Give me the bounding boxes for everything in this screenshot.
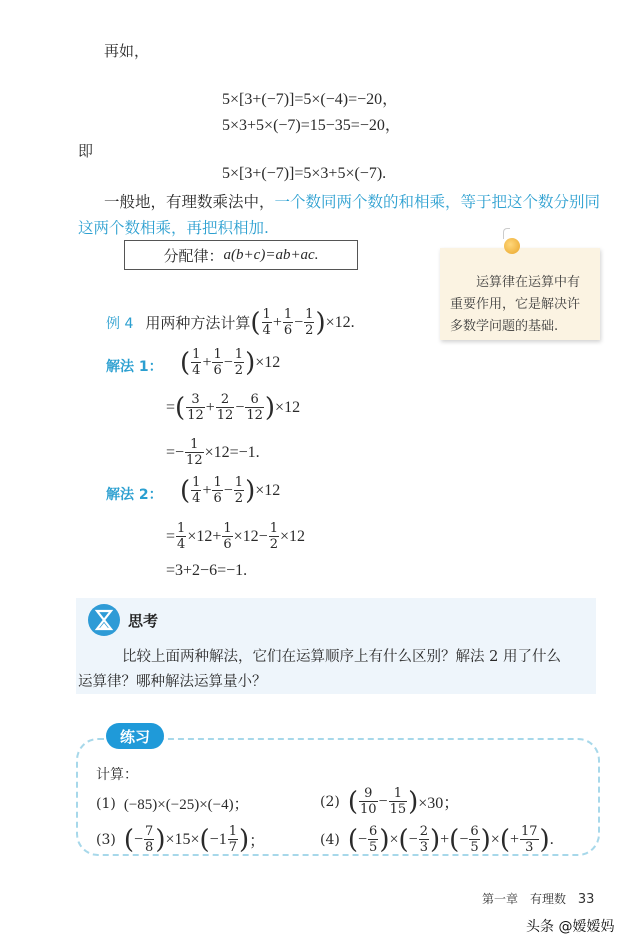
practice-item-3: (3) ( − $\frac{7}{8}$ ) ×15× ( −1 $\frac{1}{7}$ ) ；: [96, 824, 266, 855]
practice-tab: 练习: [106, 723, 164, 749]
think-line-2: 运算律？哪种解法运算量小？: [78, 674, 267, 690]
paren-close: ): [315, 307, 326, 338]
watermark: 头条 @嫒嫒妈: [526, 919, 615, 935]
note-line-1: 运算律在运算中有: [476, 275, 581, 290]
paragraph-highlight-2: 这两个数相乘，再把积相加.: [78, 219, 269, 237]
equation-1: 5×[3+(−7)]=5×(−4)=−20，: [222, 91, 399, 108]
equation-2: 5×3+5×(−7)=15−35=−20，: [222, 117, 401, 134]
solution-2-line-2: = $\frac{1}{4}$ ×12+ $\frac{1}{6}$ ×12− $\frac{1}{2}$ ×12: [166, 521, 305, 552]
practice-item-4: (4) ( − $\frac{6}{5}$ ) × ( − $\frac{2}{3}$ ) + ( − $\frac{6}{5}$ ) × ( + $\frac{17}{3}$ ) .: [320, 824, 554, 855]
footer-chapter: [482, 890, 594, 907]
solution-1-line-3: =− $\frac{1}{12}$ ×12=−1.: [166, 437, 260, 468]
note-line-2: 重要作用，它是解决许: [450, 297, 581, 312]
ji-label: 即: [78, 142, 94, 160]
equation-3: 5×[3+(−7)]=5×3+5×(−7).: [222, 165, 387, 182]
practice-item-2: (2) ( $\frac{9}{10}$ − $\frac{1}{15}$ ) ×30；: [320, 786, 460, 817]
practice-item-1: (1) (−85)×(−25)×(−4)；: [96, 795, 249, 813]
paragraph-highlight-1: 一个数同两个数的和相乘，等于把这个数分别同: [274, 193, 601, 211]
solution-1-line-2: = ( $\frac{3}{12}$ + $\frac{2}{12}$ − $\frac{6}{12}$ ) ×12: [166, 392, 301, 423]
solution-2-line-1: ( $\frac{1}{4}$ + $\frac{1}{6}$ − $\frac{1}{2}$ ) ×12: [180, 475, 281, 506]
pushpin-icon: [504, 238, 520, 254]
paragraph-prefix: 一般地，有理数乘法中，: [104, 193, 275, 211]
practice-intro: 计算：: [96, 767, 138, 783]
distributive-paragraph-line1: [104, 190, 600, 212]
example-4: 例 4 用两种方法计算 ( $\frac{1}{4}$ + $\frac{1}{6}$ − $\frac{1}{2}$ ) ×12.: [106, 307, 355, 338]
example-label: 例 4: [106, 315, 134, 332]
paren-open: (: [250, 307, 261, 338]
page-number: 33: [577, 892, 595, 907]
side-note: [440, 248, 600, 340]
law-label: 分配律：: [163, 246, 224, 265]
hourglass-icon: [88, 604, 120, 636]
think-title: 思考: [128, 612, 159, 630]
distributive-law-box: [124, 240, 358, 270]
solution-2-line-3: =3+2−6=−1.: [166, 562, 248, 579]
example-tail: ×12.: [325, 313, 355, 331]
fraction: $\frac{1}{4}$: [262, 307, 271, 338]
solution-2-label: 解法 2：: [106, 487, 163, 503]
solution-1-label: 解法 1：: [106, 359, 163, 375]
example-text: 用两种方法计算: [145, 314, 251, 332]
intro-label: 再如，: [104, 42, 150, 60]
solution-1-line-1: ( $\frac{1}{4}$ + $\frac{1}{6}$ − $\frac{1}{2}$ ) ×12: [180, 347, 281, 378]
fraction: $\frac{1}{6}$: [283, 307, 293, 338]
note-line-3: 多数学问题的基础.: [450, 319, 559, 334]
fraction: $\frac{1}{2}$: [305, 307, 314, 338]
think-line-1: 比较上面两种解法，它们在运算顺序上有什么区别？解法 2 用了什么: [122, 649, 561, 665]
law-formula: a(b+c)=ab+ac.: [223, 246, 319, 263]
chapter-title: 第一章 有理数: [482, 892, 567, 906]
